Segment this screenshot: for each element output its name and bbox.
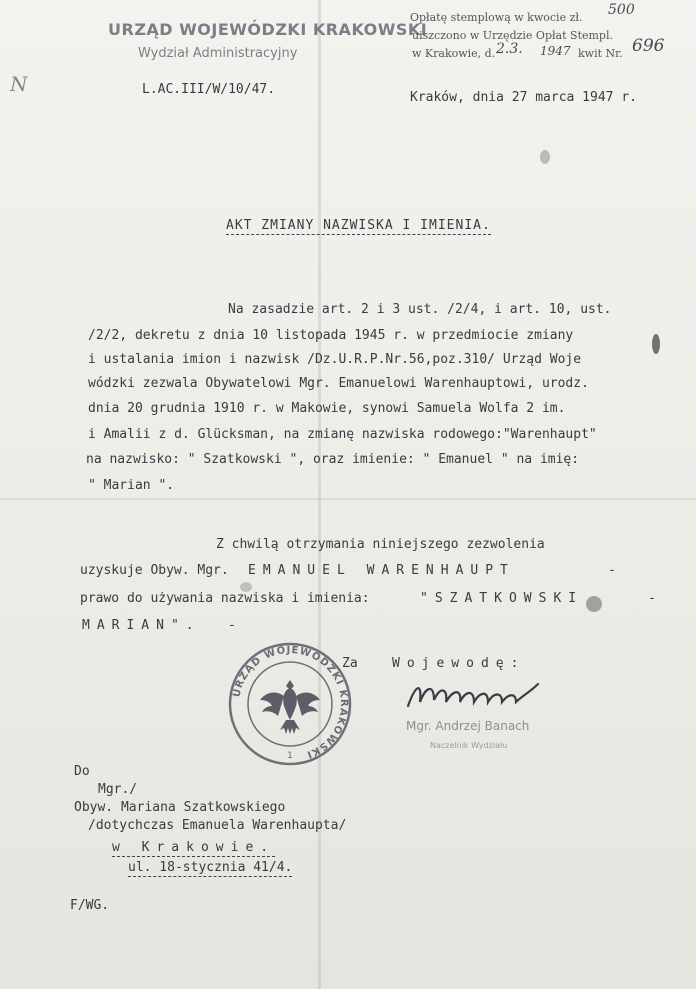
fee-stamp-line2: uiszczono w Urzędzie Opłat Stempl. bbox=[412, 29, 613, 42]
recipient-street: ul. 18-stycznia 41/4. bbox=[128, 860, 293, 875]
para1-line: " Marian ". bbox=[88, 478, 175, 493]
place-date: Kraków, dnia 27 marca 1947 r. bbox=[410, 90, 637, 105]
paper-stain bbox=[540, 150, 550, 164]
para1-line: Na zasadzie art. 2 i 3 ust. /2/4, i art. 10, ust. bbox=[228, 302, 612, 317]
handwritten-signature bbox=[404, 676, 544, 712]
paper-fold-horizontal bbox=[0, 498, 696, 500]
para1-line: /2/2, dekretu z dnia 10 listopada 1945 r. w przedmiocie zmiany bbox=[88, 328, 574, 343]
new-surname: "SZATKOWSKI bbox=[420, 591, 584, 606]
office-stamp-department: Wydział Administracyjny bbox=[138, 46, 298, 61]
paper-stain bbox=[586, 596, 602, 612]
signature-role: Wojewodę: bbox=[392, 656, 526, 671]
recipient-to: Do bbox=[74, 764, 90, 779]
para1-line: dnia 20 grudnia 1910 r. w Makowie, synowi Samuela Wolfa 2 im. bbox=[88, 401, 566, 416]
fee-stamp-line3: w Krakowie, d. bbox=[412, 47, 496, 60]
para2-line: prawo do używania nazwiska i imienia: bbox=[80, 591, 370, 606]
signer-title: Naczelnik Wydziału bbox=[430, 741, 508, 750]
para2-line: Z chwilą otrzymania niniejszego zezwolenia bbox=[216, 537, 545, 552]
fee-stamp-date: 2.3. bbox=[496, 41, 523, 57]
recipient-title: Mgr./ bbox=[98, 782, 138, 797]
para1-line: wódzki zezwala Obywatelowi Mgr. Emanuelowi Warenhauptowi, urodz. bbox=[88, 376, 589, 391]
seal-ring-text: URZĄD WOJEWÓDZKI KRAKOWSKI bbox=[231, 644, 350, 761]
eagle-emblem bbox=[260, 680, 320, 734]
reference-number: L.AC.III/W/10/47. bbox=[142, 82, 276, 97]
document-title: AKT ZMIANY NAZWISKA I IMIENIA. bbox=[226, 218, 491, 233]
recipient-name: Obyw. Mariana Szatkowskiego bbox=[74, 800, 286, 815]
office-stamp-title: URZĄD WOJEWÓDZKI KRAKOWSKI bbox=[108, 20, 428, 39]
paper-fold-vertical bbox=[318, 0, 321, 989]
recipient-former-name: /dotychczas Emanuela Warenhaupta/ bbox=[88, 818, 347, 833]
fee-stamp-line1: Opłatę stemplową w kwocie zł. bbox=[410, 11, 583, 24]
para2-line: uzyskuje Obyw. Mgr. bbox=[80, 563, 229, 578]
fee-stamp-amount: 500 bbox=[608, 2, 635, 18]
para1-line: i Amalii z d. Glücksman, na zmianę nazwiska rodowego:"Warenhaupt" bbox=[88, 427, 597, 442]
new-given-name: MARIAN". bbox=[82, 618, 201, 633]
fee-stamp-receipt-label: kwit Nr. bbox=[578, 47, 623, 60]
para1-line: na nazwisko: " Szatkowski ", oraz imienie: " Emanuel " na imię: bbox=[86, 452, 580, 467]
para1-line: i ustalania imion i nazwisk /Dz.U.R.P.Nr.56,poz.310/ Urząd Woje bbox=[88, 352, 582, 367]
dash: - bbox=[228, 618, 236, 633]
paper-stain bbox=[652, 334, 660, 354]
fee-stamp-year: 1947 bbox=[540, 44, 571, 58]
footer-initials: F/WG. bbox=[70, 898, 110, 913]
margin-mark: N bbox=[10, 72, 28, 96]
dash: - bbox=[648, 591, 656, 606]
signer-name: Mgr. Andrzej Banach bbox=[406, 719, 530, 733]
signature-intro: Za bbox=[342, 656, 358, 671]
fee-stamp-receipt-number: 696 bbox=[632, 36, 665, 56]
official-round-seal bbox=[226, 640, 354, 768]
recipient-city: w Krakowie. bbox=[112, 840, 276, 855]
dash: - bbox=[608, 563, 616, 578]
paper-stain bbox=[240, 582, 252, 592]
seal-numeral: 1 bbox=[287, 751, 293, 761]
former-name: EMANUEL WARENHAUPT bbox=[248, 563, 515, 578]
